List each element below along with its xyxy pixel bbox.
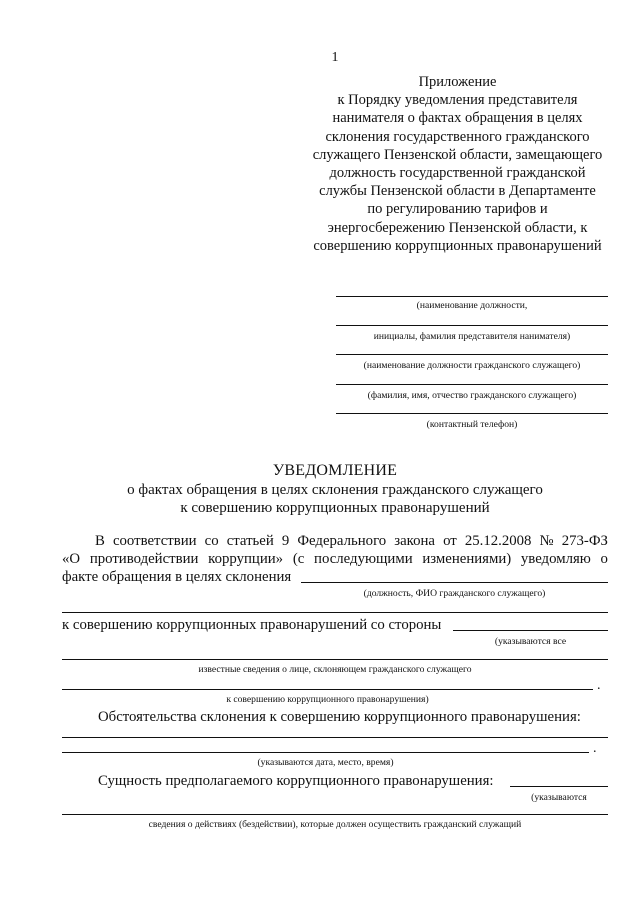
employee-position-name-field-line[interactable] [301,582,608,583]
indicated-all-caption: (указываются все [494,636,567,647]
appendix-line: службы Пензенской области в Департаменте [319,183,596,200]
circumstances-heading: Обстоятельства склонения к совершению коррупционного правонарушения: [98,709,581,725]
to-commit-caption: к совершению коррупционного правонарушения) [226,694,429,705]
paragraph-line: В соответствии со статьей 9 Федерального закона от 25.12.2008 № 273-ФЗ [95,533,608,549]
initials-caption: инициалы, фамилия представителя нанимателя) [373,331,571,342]
appendix-line: по регулированию тарифов и [367,201,548,218]
appendix-header [300,73,615,255]
appendix-line: нанимателя о фактах обращения в целях [332,110,583,127]
appendix-line: совершению коррупционных правонарушений [313,237,602,254]
date-place-caption: (указываются дата, место, время) [257,757,394,768]
appendix-line: служащего Пензенской области, замещающего [312,146,603,163]
employee-name-field-line[interactable] [336,384,608,385]
document-title: УВЕДОМЛЕНИЕ [272,462,398,479]
page-number: 1 [331,50,339,65]
inducer-info-field-line[interactable] [62,659,608,660]
actions-caption: сведения о действиях (бездействии), которые должен осуществить гражданский служащий [148,819,522,830]
inducer-field-line[interactable] [453,630,608,631]
line-period: . [597,678,601,693]
initials-field-line[interactable] [336,325,608,326]
appendix-line: энергосбережению Пензенской области, к [327,219,588,236]
appendix-line: склонения государственного гражданского [325,128,590,145]
document-subtitle-line: к совершению коррупционных правонарушений [180,500,490,516]
circumstances-field-line[interactable] [62,737,608,738]
essence-heading: Сущность предполагаемого коррупционного правонарушения: [98,773,494,789]
phone-caption: (контактный телефон) [426,419,518,430]
line-period: . [593,741,597,756]
paragraph-line: «О противодействии коррупции» (с последующими изменениями) уведомляю о [62,551,608,567]
employee-position-name-caption: (должность, ФИО гражданского служащего) [363,588,546,599]
phone-field-line[interactable] [336,413,608,414]
position-field-line[interactable] [336,296,608,297]
actions-field-line[interactable] [62,814,608,815]
circumstances-field-line[interactable] [62,752,589,753]
indicated-caption: (указываются [531,792,587,803]
inducer-info-field-line[interactable] [62,689,593,690]
appendix-line: должность государственной гражданской [329,165,586,182]
position-caption: (наименование должности, [416,300,528,311]
employee-position-field-line[interactable] [336,354,608,355]
appendix-line: Приложение [418,74,497,90]
document-subtitle-line: о фактах обращения в целях склонения гражданского служащего [127,482,543,498]
known-info-caption: известные сведения о лице, склоняющем гражданского служащего [198,664,472,675]
paragraph-line: факте обращения в целях склонения [62,569,292,585]
paragraph-line: к совершению коррупционных правонарушений со стороны [62,617,442,633]
employee-position-caption: (наименование должности гражданского служащего) [363,360,581,371]
employee-name-caption: (фамилия, имя, отчество гражданского служащего) [367,390,577,401]
appendix-line: к Порядку уведомления представителя [337,92,578,109]
essence-field-line[interactable] [510,786,608,787]
blank-field-line[interactable] [62,612,608,613]
